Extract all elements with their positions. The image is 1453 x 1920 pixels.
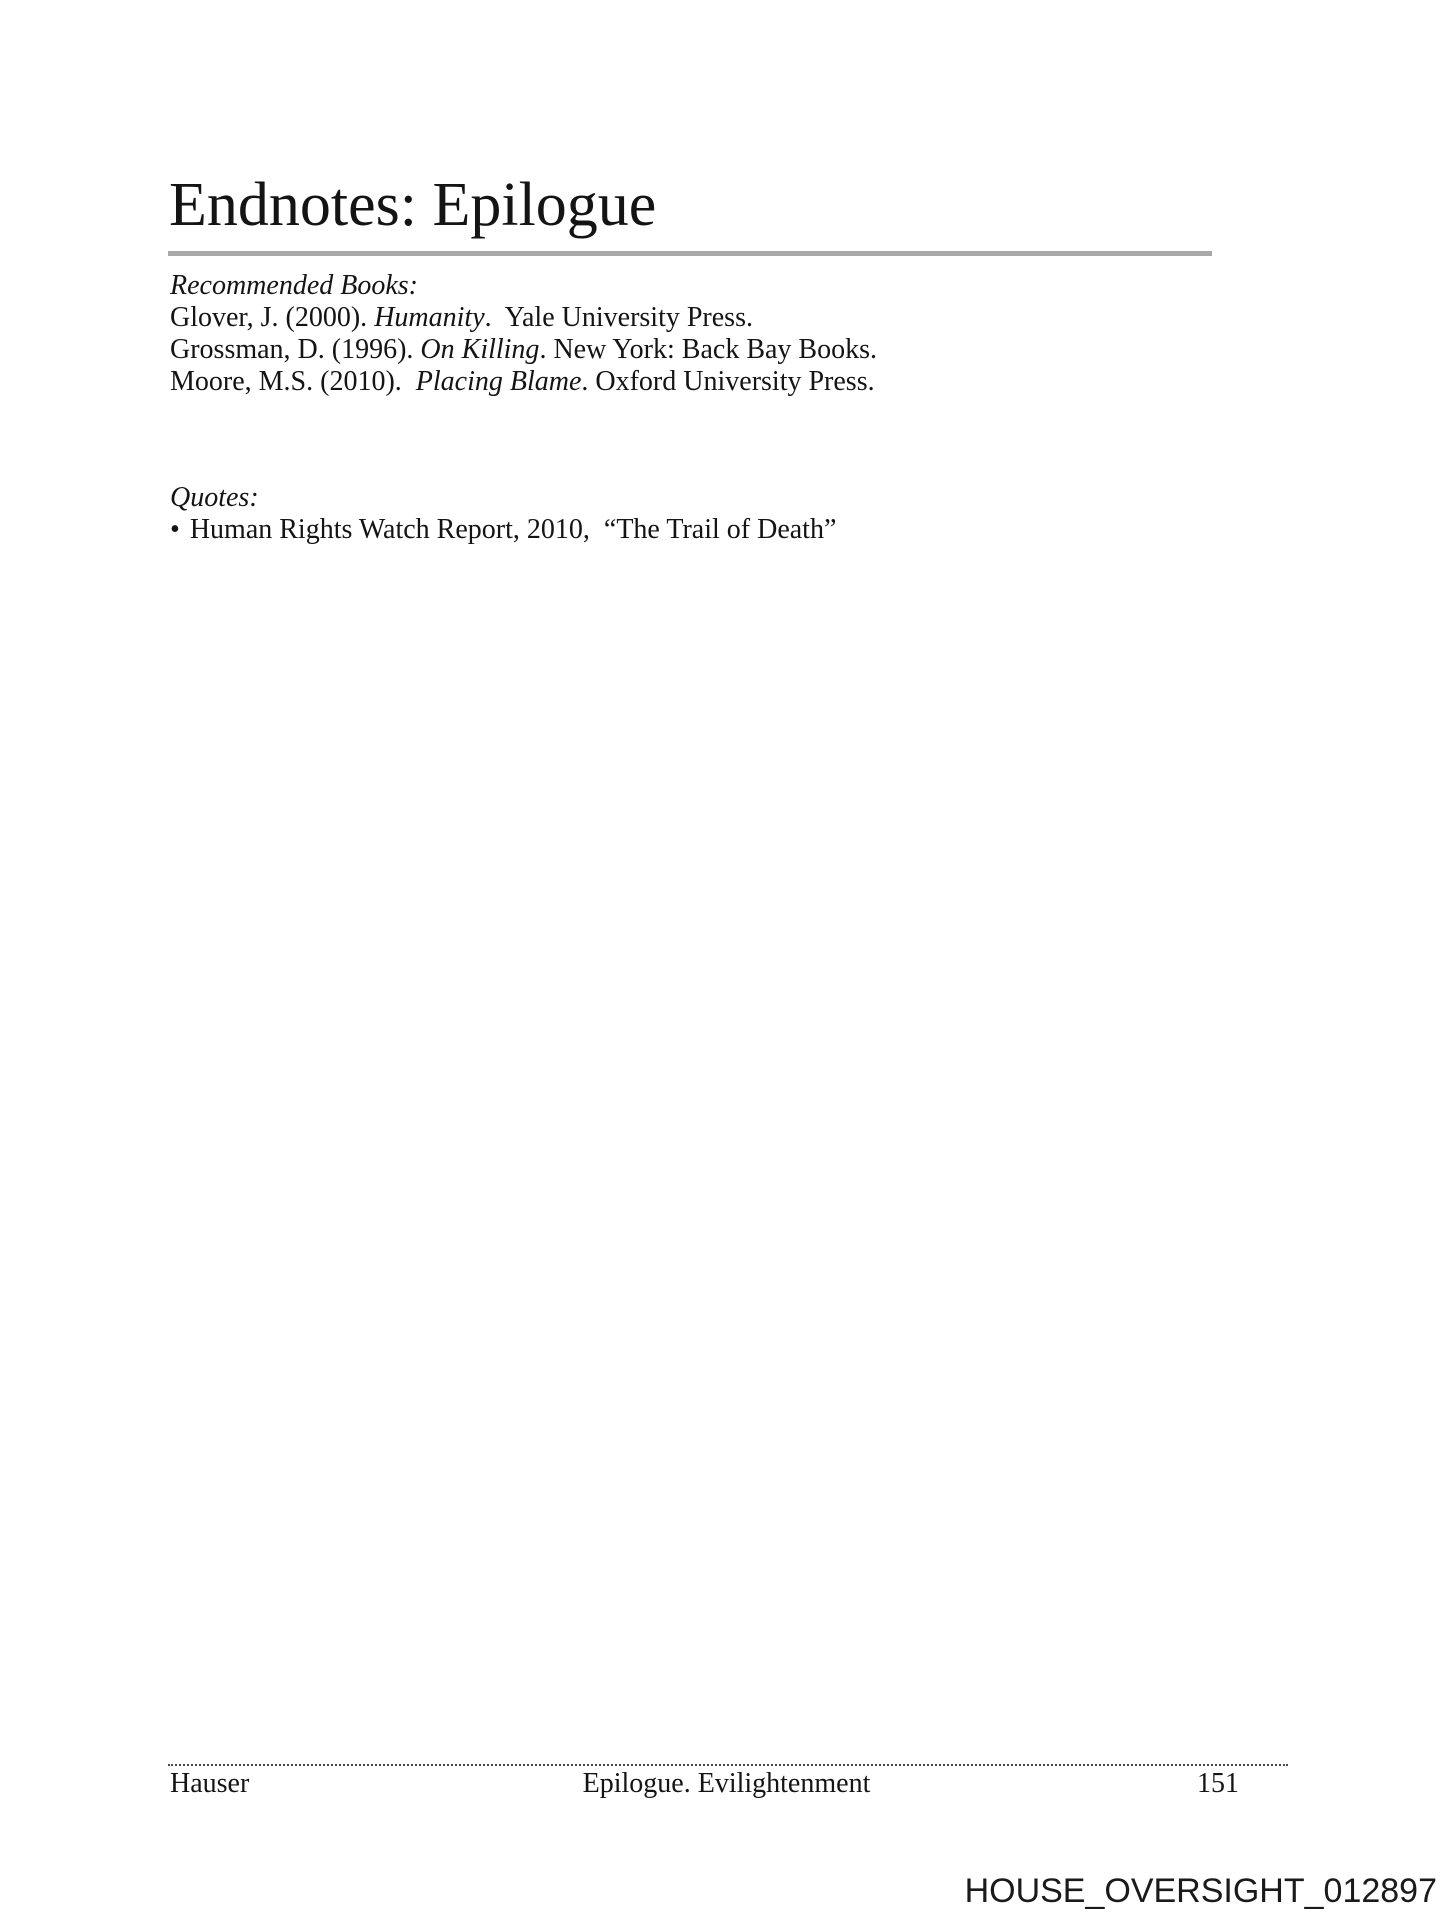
book-reference-title: On Killing xyxy=(420,334,540,365)
book-reference-prefix: Moore, M.S. (2010). xyxy=(170,366,416,397)
book-reference-prefix: Grossman, D. (1996). xyxy=(170,334,421,365)
book-reference-suffix: . New York: Back Bay Books. xyxy=(539,334,877,365)
book-reference xyxy=(170,302,1170,334)
book-reference-title: Humanity xyxy=(374,302,485,333)
quotes-heading: Quotes: xyxy=(170,482,259,513)
page-title: Endnotes: Epilogue xyxy=(169,171,657,239)
quote-item xyxy=(170,514,1170,546)
book-reference-suffix: . Oxford University Press. xyxy=(581,366,875,397)
footer-page-number: 151 xyxy=(1197,1768,1239,1799)
footer-chapter-title: Epilogue. Evilightenment xyxy=(582,1768,871,1799)
book-reference xyxy=(170,334,1170,366)
title-underline-rule xyxy=(168,251,1212,256)
recommended-books-section xyxy=(170,270,1170,398)
bullet-marker: • xyxy=(170,514,180,545)
book-reference-prefix: Glover, J. (2000). xyxy=(170,302,375,333)
recommended-books-heading: Recommended Books: xyxy=(170,270,419,301)
bates-stamp: HOUSE_OVERSIGHT_012897 xyxy=(964,1872,1437,1910)
book-reference-title: Placing Blame xyxy=(415,366,582,397)
book-reference xyxy=(170,366,1170,398)
footer-divider-rule xyxy=(168,1764,1288,1766)
book-reference-suffix: . Yale University Press. xyxy=(484,302,753,333)
quotes-section xyxy=(170,482,1170,546)
quote-text: Human Rights Watch Report, 2010, “The Trail of Death” xyxy=(189,514,837,545)
footer-author: Hauser xyxy=(170,1768,250,1799)
